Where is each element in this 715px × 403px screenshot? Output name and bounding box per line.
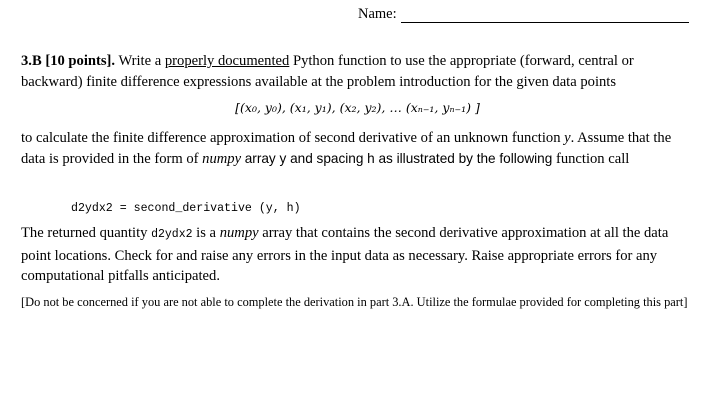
returned-mid: is a (196, 225, 217, 241)
name-label: Name: (358, 6, 397, 22)
function-call-code: d2ydx2 = second_derivative (y, h) (71, 202, 301, 215)
calc-pre: to calculate the finite difference approximation of second derivative of an unknown function (21, 130, 561, 146)
returned-pre: The returned quantity (21, 225, 148, 241)
returned-code: d2ydx2 (151, 228, 193, 241)
name-blank-line (401, 8, 689, 23)
data-points-formula: [(x₀, y₀), (x₁, y₁), (x₂, y₂), … (xₙ₋₁, yₙ₋₁) ] (235, 100, 480, 115)
intro-underlined: properly documented (164, 53, 290, 69)
returned-post: array that contains the second derivative approximation at all the data point locations. Check for and raise any errors in the input data as necessary. Raise appropriate errors for any computational pitfalls anticipated. (21, 225, 669, 284)
returned-numpy: numpy (219, 225, 259, 241)
intro-post: Python function to use the appropriate (forward, central or backward) finite difference expressions available at the problem introduction for the given data points (21, 53, 634, 90)
calc-post: function call (555, 150, 630, 167)
problem-calc (21, 128, 697, 169)
problem-id: 3.B [10 points]. (21, 53, 116, 69)
problem-intro (21, 51, 697, 92)
intro-pre: Write a (118, 53, 162, 69)
calc-array: array y and spacing h as illustrated by the following (244, 150, 553, 166)
name-field-row (358, 5, 689, 23)
problem-note: [Do not be concerned if you are not able to complete the derivation in part 3.A. Utilize the formulae provided for completing this part] (21, 295, 688, 309)
problem-returned (21, 223, 697, 287)
calc-var: y (564, 130, 571, 146)
calc-mid: . Assume that the data is provided in the form of (21, 130, 672, 167)
calc-numpy: numpy (202, 150, 242, 167)
